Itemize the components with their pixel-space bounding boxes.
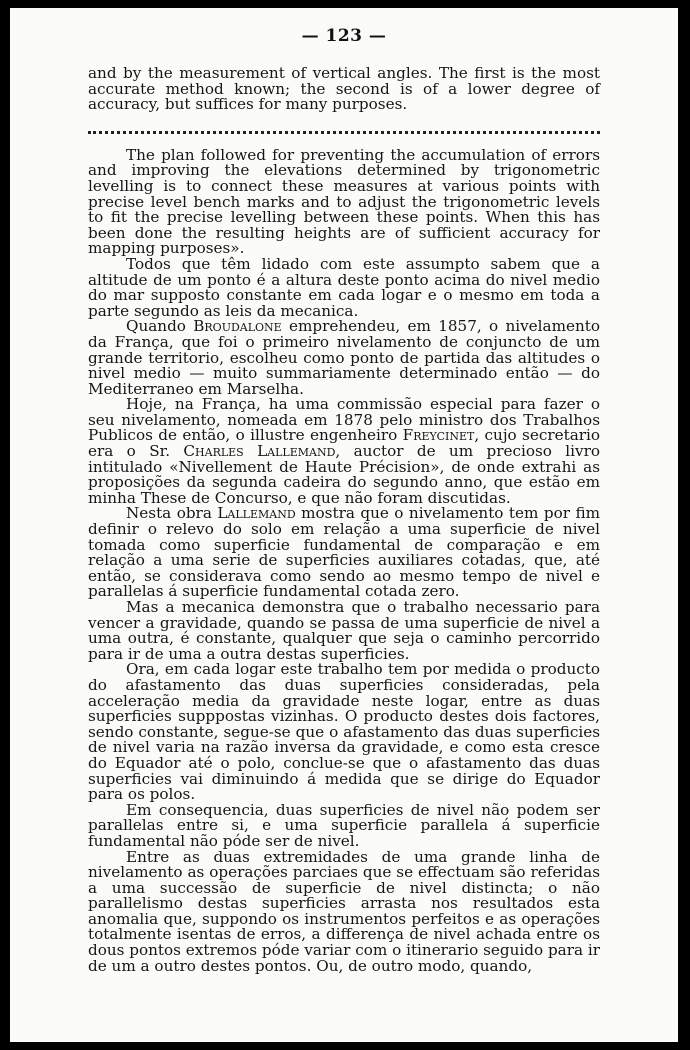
paragraph-mechanics: Mas a mecanica demonstra que o trabalho necessario para vencer a gravidade, quando se passa de uma superficie de nivel a uma outra, é constante, qualquer que seja o caminho percorrido para ir de uma a outra destas superficies. <box>88 598 600 663</box>
paragraph-extremities: Entre as duas extremidades de uma grande linha de nivelamento as operações parciaes que se effectuam são referidas a uma successão de superficie de nivel distincta; o não parallelismo destas superficies arrasta nos resultados esta anomalia que, suppondo os instrumentos perfeitos e as operações totalmente isentas de erros, a differença de nivel achada entre os dous pontos extremos póde variar com o itinerario seguido para ir de um a outro destes pontos. Ou, de outro modo, quando, <box>88 847 600 975</box>
person-name: Lallemand <box>217 504 296 523</box>
paragraph-consequence: Em consequencia, duas superficies de nivel não podem ser parallelas entre si, e uma superficie parallela á superficie fundamental não póde ser de nivel. <box>88 800 600 850</box>
book-page <box>10 8 678 1042</box>
paragraph-commission: Hoje, na França, ha uma commissão especial para fazer o seu nivelamento, nomeada em 1878 pelo ministro dos Trabalhos Publicos de então, o illustre engenheiro Freycinet, cujo secretario era o Sr. Charles Lallemand, auctor de um precioso livro intitulado «Nivellement de Haute Précision», de onde extrahi as proposições da segunda cadeira do segundo anno, que estão em minha These de Concurso, e que não foram discutidas. <box>88 395 601 507</box>
person-name: Charles Lallemand <box>183 442 336 461</box>
paragraph-altitude: Todos que têm lidado com este assumpto sabem que a altitude de um ponto é a altura deste ponto acima do nivel medio do mar supposto constante em cada logar e o mesmo em toda a parte segundo as leis da mecanica. <box>88 254 600 320</box>
paragraph-gravity: Ora, em cada logar este trabalho tem por medida o producto do afastamento das duas superficies consideradas, pela acceleração media da gravidade neste logar, entre as duas superficies supppostas vizinhas. O producto destes dois factores, sendo constante, segue-se que o afastamento das duas superficies de nivel varia na razão inversa da gravidade, e como esta cresce do Equador até o polo, conclue-se que o afastamento das duas superficies vai diminuindo á medida que se dirige do Equador para os polos. <box>88 660 600 804</box>
page-number: — 123 — <box>301 26 387 46</box>
page-body <box>88 66 600 974</box>
paragraph-lallemand: Nesta obra Lallemand mostra que o nivelamento tem por fim definir o relevo do solo em relação a uma superficie de nivel tomada como superficie fundamental de comparação e em relação a uma serie de superficies auxiliares cotadas, que, até então, se considerava como sendo ao mesmo tempo de nivel e parallelas á superficie fundamental cotada zero. <box>88 504 600 601</box>
paragraph-broudalone: Quando Broudalone emprehendeu, em 1857, o nivelamento da França, que foi o primeiro nivelamento de conjuncto de um grande territorio, escolheu como ponto de partida das altitudes o nivel medio — muito summariamente determinado então — do Mediterraneo em Marselha. <box>88 317 600 398</box>
person-name: Freycinet <box>402 426 475 445</box>
person-name: Broudalone <box>193 317 282 336</box>
paragraph-english-continued: and by the measurement of vertical angles. The first is the most accurate method known; the second is of a lower degree of accuracy, but suffices for many purposes. <box>88 64 600 114</box>
dotted-separator <box>88 125 600 134</box>
paragraph-english-plan: The plan followed for preventing the accumulation of errors and improving the elevations determined by trigonometric levelling is to connect these measures at various points with precise level bench marks and to adjust the trigonometric levels to fit the precise levelling between these points. When this has been done the resulting heights are of sufficient accuracy for mapping purposes». <box>88 145 600 258</box>
